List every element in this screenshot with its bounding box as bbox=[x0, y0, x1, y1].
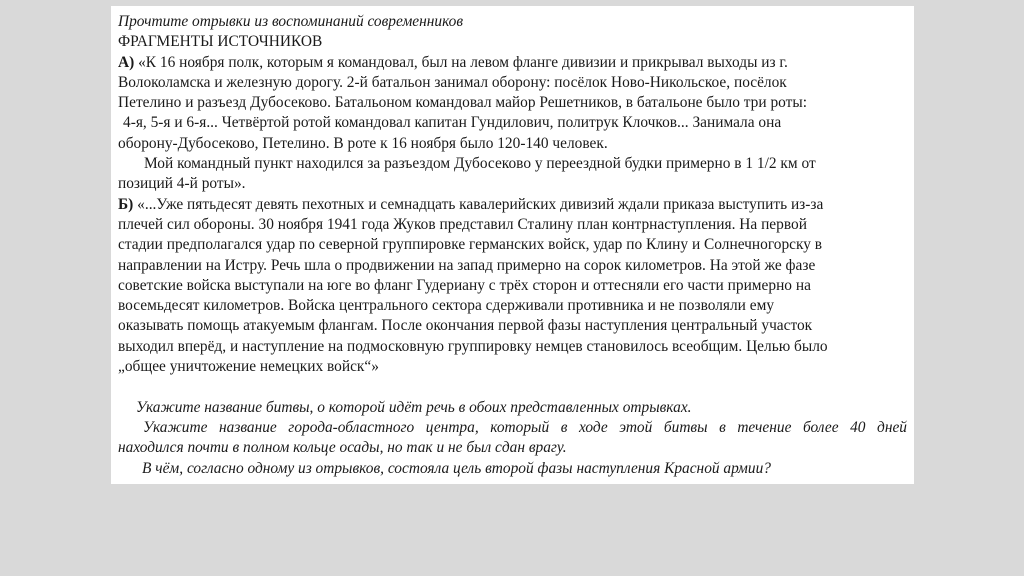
fragment-b-line: плечей сил обороны. 30 ноября 1941 года Жуков представил Сталину план контрнаступления. На первой bbox=[118, 215, 807, 233]
sources-title: ФРАГМЕНТЫ ИСТОЧНИКОВ bbox=[118, 33, 323, 51]
fragment-b-line: выходил вперёд, и наступление на подмосковную группировку немцев становилось всеобщим. Целью было bbox=[118, 337, 828, 355]
fragment-a-line: позиций 4-й роты». bbox=[118, 175, 246, 193]
question-2-line-2: находился почти в полном кольце осады, но так и не был сдан врагу. bbox=[118, 439, 567, 457]
fragment-a-line: оборону-Дубосеково, Петелино. В роте к 16 ноября было 120-140 человек. bbox=[118, 134, 608, 152]
question-1: Укажите название битвы, о которой идёт речь в обоих представленных отрывках. bbox=[136, 398, 692, 416]
document-page bbox=[111, 6, 914, 484]
fragment-b-line: стадии предполагался удар по северной группировке германских войск, удар по Клину и Солнечногорску в bbox=[118, 236, 823, 254]
fragment-a-line: «К 16 ноября полк, которым я командовал, был на левом фланге дивизии и прикрывал выходы из г. bbox=[134, 53, 788, 71]
fragment-b-line: „общее уничтожение немецких войск“» bbox=[118, 358, 379, 376]
fragment-b-label: Б) bbox=[118, 195, 134, 213]
fragment-b-line: «...Уже пятьдесят девять пехотных и семнадцать кавалерийских дивизий ждали приказа выступить из-за bbox=[133, 195, 824, 213]
fragment-b-line: направлении на Истру. Речь шла о продвижении на запад примерно на сорок километров. На этой же фазе bbox=[118, 256, 816, 274]
question-3: В чём, согласно одному из отрывков, состояла цель второй фазы наступления Красной армии? bbox=[142, 459, 771, 477]
fragment-a-line: Волоколамска и железную дорогу. 2-й батальон занимал оборону: посёлок Ново-Никольское, посёлок bbox=[118, 73, 787, 91]
fragment-b-line: оказывать помощь атакуемым флангам. После окончания первой фазы наступления центральный участок bbox=[118, 317, 813, 335]
fragment-a-line: Мой командный пункт находился за разъездом Дубосеково у переездной будки примерно в 1 1/2 км от bbox=[144, 155, 816, 173]
fragment-b-line: восемьдесят километров. Войска центрального сектора сдерживали противника и не позволяли ему bbox=[118, 297, 775, 315]
question-2-line-1: Укажите название города-областного центра, который в ходе этой битвы в течение более 40 дней bbox=[143, 418, 907, 436]
fragment-b bbox=[118, 195, 907, 378]
fragment-a-label: А) bbox=[118, 53, 135, 71]
questions bbox=[118, 398, 907, 479]
fragment-b-line: советские войска выступали на юге во фланг Гудериану с трёх сторон и оттесняли его части примерно на bbox=[118, 276, 811, 294]
instruction-text: Прочтите отрывки из воспоминаний современников bbox=[118, 13, 464, 30]
fragment-a bbox=[118, 53, 907, 195]
fragment-a-line: 4-я, 5-я и 6-я... Четвёртой ротой командовал капитан Гундилович, политрук Клочков... Занимала она bbox=[123, 114, 782, 132]
fragment-a-line: Петелино и разъезд Дубосеково. Батальоном командовал майор Решетников, в батальоне было три роты: bbox=[118, 94, 807, 112]
spacer bbox=[118, 377, 907, 397]
